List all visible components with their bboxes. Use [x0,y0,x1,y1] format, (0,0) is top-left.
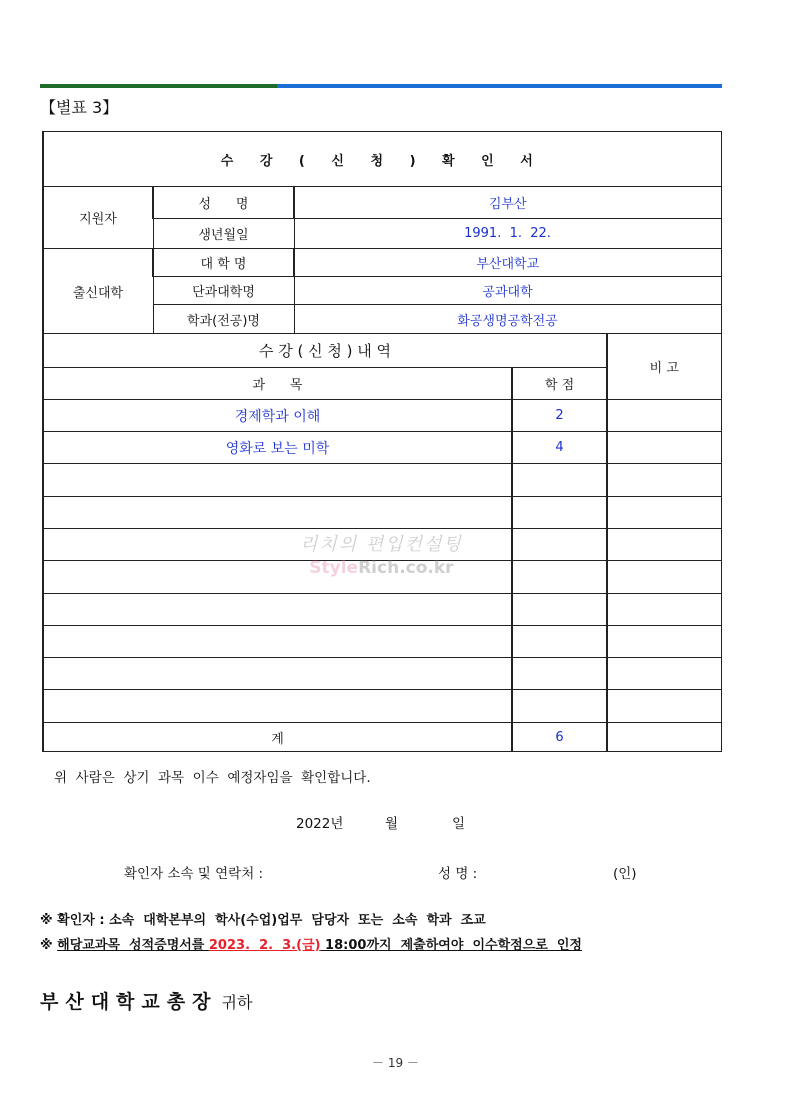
name-label: 성 명 [153,187,294,219]
page-number: － 19 － [372,1056,419,1070]
course-row [43,464,721,497]
course-subject [43,497,512,529]
course-remarks [607,400,721,432]
note-deadline: ※ 해당교과목 성적증명서를 2023. 2. 3.(금) 18:00까지 제출하여야 이수학점으로 인정 [40,938,582,953]
name-value: 김부산 [294,187,721,219]
course-subject [43,626,512,658]
date-year: 2022년 [296,816,344,832]
course-row [43,529,721,561]
course-credit: 4 [512,432,607,464]
course-credit [512,529,607,561]
course-credit [512,594,607,626]
course-remarks [607,594,721,626]
total-value: 6 [512,723,607,752]
school-value: 부산대학교 [294,249,721,277]
course-row [43,658,721,690]
course-remarks [607,464,721,497]
birth-value: 1991. 1. 22. [294,219,721,249]
dept-label: 학과(전공)명 [153,305,294,334]
course-row [43,432,721,464]
school-label: 대 학 명 [153,249,294,277]
course-row [43,690,721,723]
course-remarks [607,626,721,658]
course-row [43,594,721,626]
confirmer-name-label: 성 명 : [438,866,478,882]
course-row [43,626,721,658]
course-row [43,561,721,594]
watermark-line2: StyleRich.co.kr [309,558,454,578]
watermark-line1: 리치의 편입컨설팅 [300,534,463,555]
course-subject: 영화로 보는 미학 [43,432,512,464]
total-remarks [607,723,721,752]
confirmation-statement: 위 사람은 상기 과목 이수 예정자임을 확인합니다. [54,770,371,786]
courses-section-label: 수 강 ( 신 청 ) 내 역 [43,334,607,368]
course-credit [512,497,607,529]
note-confirmer: ※ 확인자 : 소속 대학본부의 학사(수업)업무 담당자 또는 소속 학과 조교 [40,913,486,928]
course-remarks [607,658,721,690]
university-group-label: 출신대학 [43,249,153,334]
credit-header: 학 점 [512,368,607,400]
total-label: 계 [43,723,512,752]
date-day: 일 [452,816,466,832]
course-remarks [607,561,721,594]
course-row [43,400,721,432]
course-subject [43,594,512,626]
birth-label: 생년월일 [153,219,294,249]
remarks-header: 비 고 [607,334,721,400]
course-subject: 경제학과 이해 [43,400,512,432]
course-remarks [607,690,721,723]
subject-header: 과 목 [43,368,512,400]
appendix-label: 【별표 3】 [40,98,119,117]
course-subject [43,561,512,594]
course-row [43,497,721,529]
course-subject [43,529,512,561]
header-rule [40,84,722,88]
course-remarks [607,497,721,529]
course-remarks [607,432,721,464]
confirmation-form [42,131,722,752]
form-title: 수 강 ( 신 청 ) 확 인 서 [43,132,721,187]
confirmer-label: 확인자 소속 및 연락처 : [124,866,264,882]
dept-value: 화공생명공학전공 [294,305,721,334]
college-value: 공과대학 [294,277,721,305]
course-credit: 2 [512,400,607,432]
applicant-group-label: 지원자 [43,187,153,249]
seal-mark: (인) [613,866,637,882]
date-month: 월 [385,816,399,832]
course-subject [43,658,512,690]
addressee-suffix: 귀하 [221,993,253,1012]
course-credit [512,690,607,723]
course-subject [43,464,512,497]
course-credit [512,561,607,594]
course-credit [512,658,607,690]
addressee [40,987,252,1014]
course-credit [512,464,607,497]
course-credit [512,626,607,658]
college-label: 단과대학명 [153,277,294,305]
course-remarks [607,529,721,561]
addressee-name: 부산대학교총장 [40,991,218,1013]
course-subject [43,690,512,723]
